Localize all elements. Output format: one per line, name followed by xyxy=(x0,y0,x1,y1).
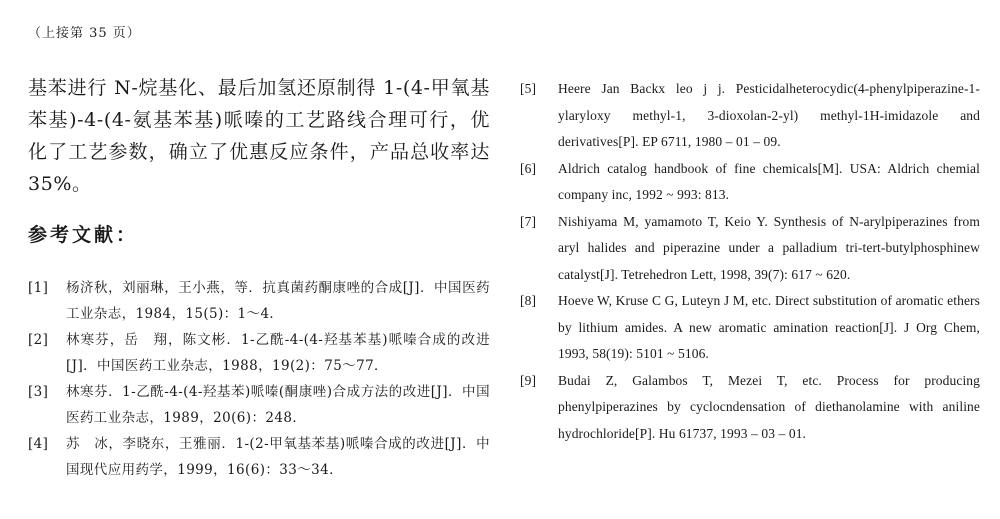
reference-number: [5] xyxy=(520,81,537,96)
reference-item xyxy=(520,288,980,368)
reference-item xyxy=(520,368,980,448)
reference-list-right xyxy=(520,76,980,447)
reference-number: [4] xyxy=(28,436,49,452)
reference-number: [8] xyxy=(520,293,537,308)
reference-text: Nishiyama M, yamamoto T, Keio Y. Synthesis of N-arylpiperazines from aryl halides and piperazine under a palladium tri-tert-butylphosphinew catalyst[J]. Tetrehedron Lett, 1998, 39(7): 617 ~ 620. xyxy=(558,213,980,282)
reference-item xyxy=(28,327,490,379)
reference-number: [3] xyxy=(28,384,49,400)
reference-number: [9] xyxy=(520,372,537,388)
reference-item xyxy=(28,379,490,431)
reference-item xyxy=(28,275,490,327)
reference-text: 杨济秋，刘丽琳，王小燕，等．抗真菌药酮康唑的合成[J]．中国医药工业杂志，1984，15(5)：1～4． xyxy=(66,280,490,322)
reference-text: 苏 冰，李晓东，王雅丽．1-(2-甲氧基苯基)哌嗪合成的改进[J]．中国现代应用药学，1999，16(6)：33～34． xyxy=(66,436,490,478)
reference-item xyxy=(520,209,980,289)
reference-number: [2] xyxy=(28,332,49,348)
reference-list-left xyxy=(28,275,490,483)
reference-item xyxy=(28,431,490,483)
references-heading: 参考文献： xyxy=(28,224,139,246)
reference-item xyxy=(520,76,980,156)
reference-text: Heere Jan Backx leo j j. Pesticidalheterocydic(4-phenylpiperazine-1-ylaryloxy methyl-1, 3-dioxolan-2-yl) methyl-1H-imidazole and derivatives[P]. EP 6711, 1980 – 01 – 09. xyxy=(558,81,980,149)
reference-number: [6] xyxy=(520,160,537,176)
body-paragraph: 基苯进行 N-烷基化、最后加氢还原制得 1-(4-甲氧基苯基)-4-(4-氨基苯基)哌嗪的工艺路线合理可行，优化了工艺参数，确立了优惠反应条件，产品总收率达 35%。 xyxy=(28,77,490,195)
reference-item xyxy=(520,156,980,209)
reference-number: [1] xyxy=(28,280,49,296)
continuation-note: （上接第 35 页） xyxy=(28,26,141,41)
right-column xyxy=(520,76,980,447)
reference-text: Budai Z, Galambos T, Mezei T, etc. Process for producing phenylpiperazines by cyclocndensation of diethanolamine with aniline hydrochloride[P]. Hu 61737, 1993 – 03 – 01. xyxy=(558,372,980,441)
reference-text: Hoeve W, Kruse C G, Luteyn J M, etc. Direct substitution of aromatic ethers by lithium amides. A new aromatic amination reaction[J]. J Org Chem, 1993, 58(19): 5101 ~ 5106. xyxy=(558,293,980,361)
reference-number: [7] xyxy=(520,213,537,229)
reference-text: Aldrich catalog handbook of fine chemicals[M]. USA: Aldrich chemial company inc, 1992 ~ 993: 813. xyxy=(558,160,980,202)
left-column xyxy=(28,72,490,483)
reference-text: 林寒芬．1-乙酰-4-(4-羟基苯)哌嗪(酮康唑)合成方法的改进[J]．中国医药工业杂志，1989，20(6)：248． xyxy=(66,384,490,426)
reference-text: 林寒芬，岳 翔，陈文彬．1-乙酰-4-(4-羟基苯基)哌嗪合成的改进[J]．中国医药工业杂志，1988，19(2)：75～77． xyxy=(66,332,490,374)
